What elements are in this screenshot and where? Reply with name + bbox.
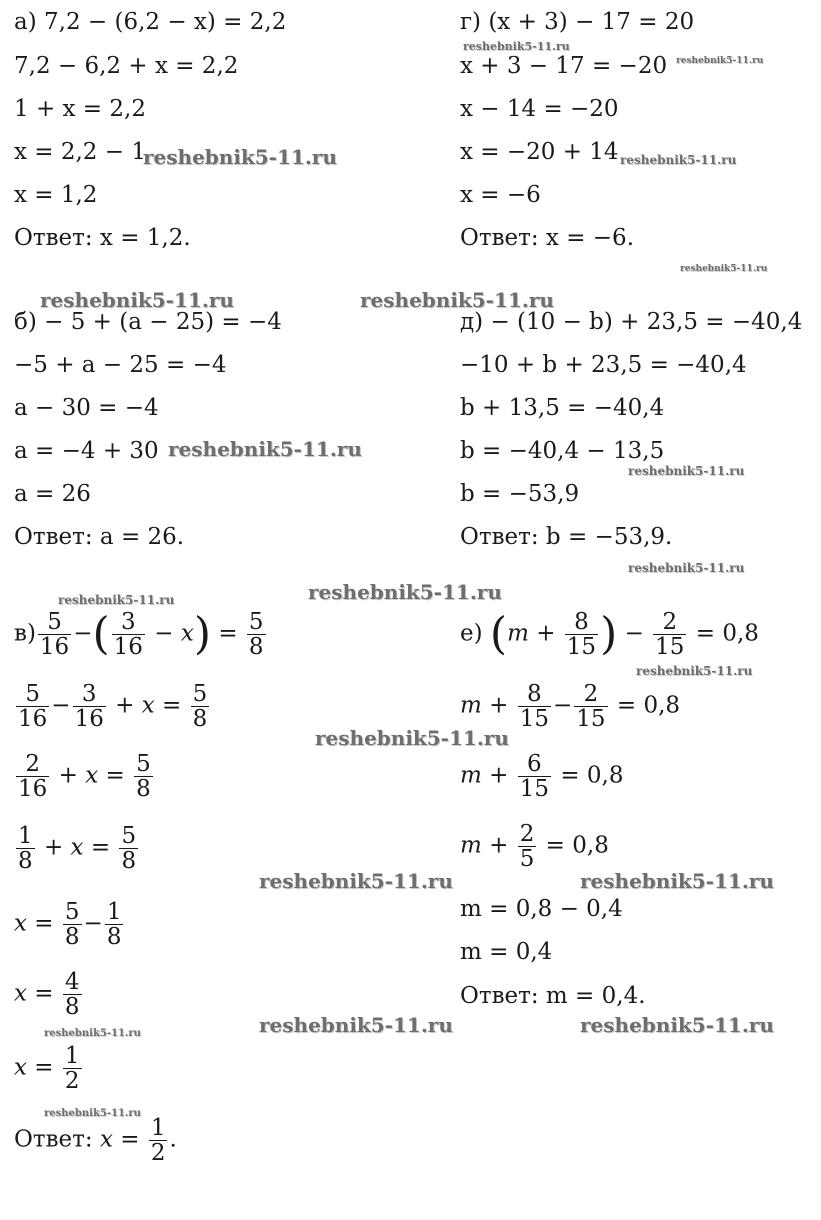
problem-e-label: е)	[460, 620, 483, 647]
problem-d-line-4: b = −40,4 − 13,5	[460, 438, 665, 464]
problem-b-line-4: a = −4 + 30	[14, 438, 159, 464]
problem-g-line-2: x + 3 − 17 = −20	[460, 53, 668, 79]
problem-g-line-3: x − 14 = −20	[460, 96, 619, 122]
watermark: reshebnik5-11.ru	[580, 869, 774, 893]
problem-v-line-1: в) $\frac{5}{16}$ −( $\frac{3}{16}$ − x) = $\frac{5}{8}$	[14, 608, 264, 660]
problem-v-line-6: x = $\frac{4}{8}$	[14, 969, 80, 1020]
problem-v-line-2: $\frac{5}{16}$ − $\frac{3}{16}$ + x = $\frac{5}{8}$	[18, 681, 208, 732]
problem-b-line-2: −5 + a − 25 = −4	[14, 352, 227, 378]
problem-g-line-1: г) (x + 3) − 17 = 20	[460, 9, 695, 35]
problem-d-line-1: д) − (10 − b) + 23,5 = −40,4	[460, 309, 803, 335]
problem-b-line-5: a = 26	[14, 481, 91, 507]
watermark: reshebnik5-11.ru	[628, 561, 745, 575]
watermark: reshebnik5-11.ru	[44, 1028, 141, 1039]
problem-v-line-7: x = $\frac{1}{2}$	[14, 1043, 80, 1094]
problem-b-line-3: a − 30 = −4	[14, 395, 159, 421]
problem-d-line-2: −10 + b + 23,5 = −40,4	[460, 352, 747, 378]
watermark: reshebnik5-11.ru	[676, 56, 764, 66]
problem-d-line-3: b + 13,5 = −40,4	[460, 395, 665, 421]
fraction: $\frac{5}{8}$	[248, 609, 264, 660]
fraction: $\frac{3}{16}$	[113, 609, 143, 660]
problem-e-line-4: m + $\frac{2}{5}$ = 0,8	[460, 821, 609, 872]
problem-v-line-3: $\frac{2}{16}$ + x = $\frac{5}{8}$	[18, 751, 151, 802]
problem-a-line-2: 7,2 − 6,2 + x = 2,2	[14, 53, 239, 79]
problem-b-answer: Ответ: a = 26.	[14, 524, 185, 550]
watermark: reshebnik5-11.ru	[44, 1108, 141, 1119]
fraction: $\frac{5}{16}$	[39, 609, 70, 660]
watermark: reshebnik5-11.ru	[259, 1013, 453, 1037]
problem-e-line-5: m = 0,8 − 0,4	[460, 896, 623, 922]
problem-d-answer: Ответ: b = −53,9.	[460, 524, 673, 550]
problem-g-line-4: x = −20 + 14	[460, 139, 619, 165]
problem-v-line-5: x = $\frac{5}{8}$ − $\frac{1}{8}$	[14, 899, 122, 950]
watermark: reshebnik5-11.ru	[58, 593, 175, 607]
problem-g-line-5: x = −6	[460, 182, 541, 208]
problem-a-line-1: а) 7,2 − (6,2 − x) = 2,2	[14, 9, 287, 35]
watermark: reshebnik5-11.ru	[628, 464, 745, 478]
problem-v-answer: Ответ: x = $\frac{1}{2}$ .	[14, 1115, 177, 1166]
problem-e-line-2: m + $\frac{8}{15}$ − $\frac{2}{15}$ = 0,8	[460, 681, 681, 732]
watermark: reshebnik5-11.ru	[259, 869, 453, 893]
watermark: reshebnik5-11.ru	[40, 288, 234, 312]
problem-a-line-3: 1 + x = 2,2	[14, 96, 146, 122]
watermark: reshebnik5-11.ru	[680, 264, 768, 274]
problem-b-line-1: б) − 5 + (a − 25) = −4	[14, 309, 282, 335]
watermark: reshebnik5-11.ru	[168, 437, 362, 461]
watermark: reshebnik5-11.ru	[360, 288, 554, 312]
watermark: reshebnik5-11.ru	[580, 1013, 774, 1037]
problem-d-line-5: b = −53,9	[460, 481, 580, 507]
problem-e-answer: Ответ: m = 0,4.	[460, 983, 646, 1009]
problem-e-line-3: m + $\frac{6}{15}$ = 0,8	[460, 751, 624, 802]
problem-v-label: в)	[14, 620, 36, 647]
problem-g-answer: Ответ: x = −6.	[460, 225, 635, 251]
problem-a-answer: Ответ: x = 1,2.	[14, 225, 191, 251]
problem-e-line-1: е) (m + $\frac{8}{15}$ ) − $\frac{2}{15}$ = 0,8	[460, 608, 759, 660]
watermark: reshebnik5-11.ru	[636, 664, 753, 678]
watermark: reshebnik5-11.ru	[463, 40, 570, 53]
problem-a-line-5: x = 1,2	[14, 182, 98, 208]
problem-a-line-4: x = 2,2 − 1	[14, 139, 146, 165]
problem-v-line-4: $\frac{1}{8}$ + x = $\frac{5}{8}$	[18, 823, 137, 874]
watermark: reshebnik5-11.ru	[620, 153, 737, 167]
watermark: reshebnik5-11.ru	[143, 145, 337, 169]
watermark: reshebnik5-11.ru	[308, 580, 502, 604]
watermark: reshebnik5-11.ru	[315, 726, 509, 750]
problem-e-line-6: m = 0,4	[460, 939, 553, 965]
